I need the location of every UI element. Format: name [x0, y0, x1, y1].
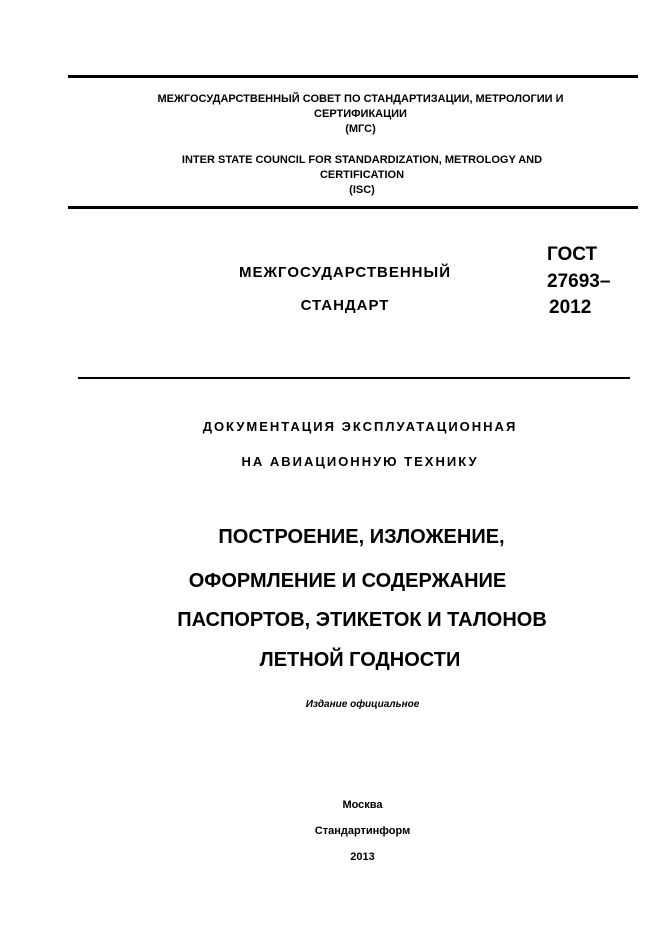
subject-line1: ДОКУМЕНТАЦИЯ ЭКСПЛУАТАЦИОННАЯ	[202, 419, 518, 434]
council-ru-abbr: (МГС)	[345, 123, 376, 135]
council-header-ru	[68, 92, 653, 137]
designation-rule	[78, 377, 630, 379]
title-line1: ПОСТРОЕНИЕ, ИЗЛОЖЕНИЕ,	[218, 526, 505, 548]
council-en-line1: INTER STATE COUNCIL FOR STANDARDIZATION, METROLOGY AND	[181, 154, 543, 166]
edition-label: Издание официальное	[305, 699, 420, 710]
publisher-city: Москва	[342, 799, 383, 811]
publisher-name: Стандартинформ	[314, 825, 411, 837]
top-rule	[68, 75, 638, 78]
council-en-line2: CERTIFICATION	[319, 169, 405, 181]
council-header-en	[68, 153, 656, 198]
subject-line2: НА АВИАЦИОННУЮ ТЕХНИКУ	[241, 454, 479, 469]
standard-type-line2: СТАНДАРТ	[300, 297, 390, 314]
council-ru-line1: МЕЖГОСУДАРСТВЕННЫЙ СОВЕТ ПО СТАНДАРТИЗАЦИИ, МЕТРОЛОГИИ И	[157, 93, 564, 105]
gost-label: ГОСТ	[547, 244, 598, 265]
gost-year: 2012	[549, 297, 592, 318]
council-en-abbr: (ISC)	[349, 184, 375, 196]
title-line4: ЛЕТНОЙ ГОДНОСТИ	[259, 649, 461, 671]
header-bottom-rule	[68, 206, 638, 209]
gost-number: 27693–	[547, 271, 611, 292]
title-line3: ПАСПОРТОВ, ЭТИКЕТОК И ТАЛОНОВ	[177, 609, 547, 631]
publisher-year: 2013	[350, 851, 375, 863]
council-ru-line2: СЕРТИФИКАЦИИ	[314, 108, 407, 120]
title-line2: ОФОРМЛЕНИЕ И СОДЕРЖАНИЕ	[188, 570, 507, 592]
standard-type-line1: МЕЖГОСУДАРСТВЕННЫЙ	[239, 264, 451, 281]
